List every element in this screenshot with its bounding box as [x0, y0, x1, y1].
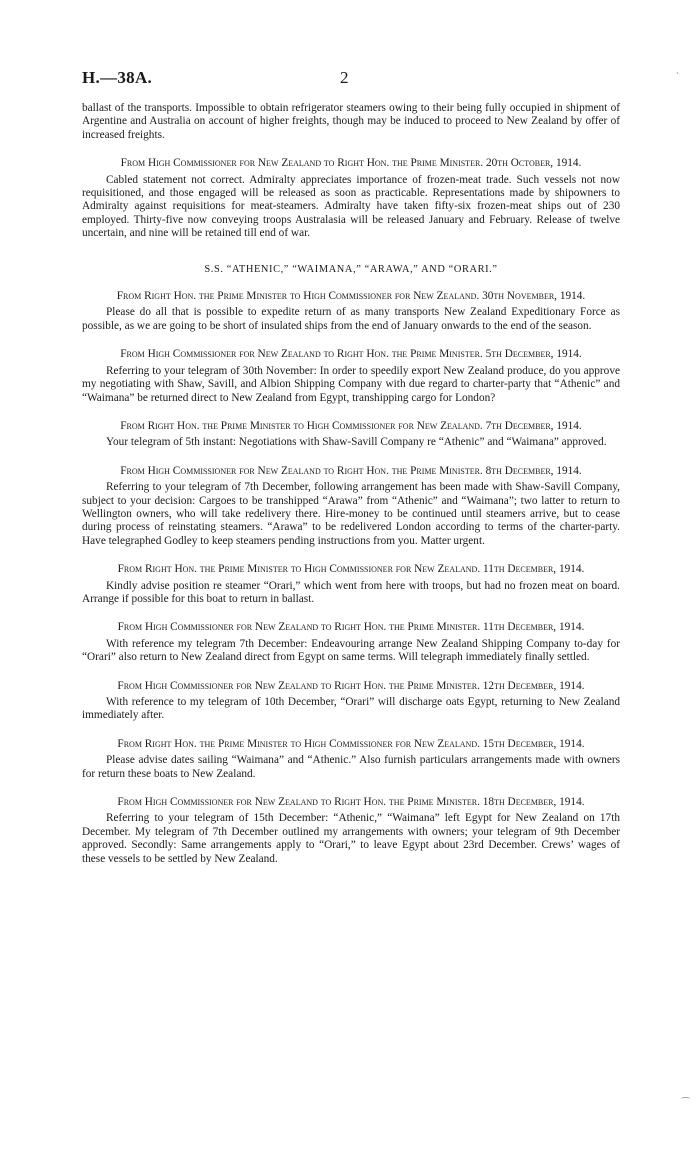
margin-mark: ⁔: [682, 1088, 690, 1098]
telegram-header: [82, 157, 620, 170]
telegram-date: 5th December, 1914.: [485, 348, 582, 361]
telegram-sender: From Right Hon. the Prime Minister to High Commissioner for New Zealand.: [116, 290, 480, 303]
telegram-sender: From High Commissioner for New Zealand to Right Hon. the Prime Minister.: [120, 348, 483, 361]
telegram-header: [82, 348, 620, 361]
document-reference: H.—38A.: [82, 68, 153, 87]
telegram-entry: [82, 796, 620, 866]
telegram-entry: [82, 680, 620, 723]
telegram-sender: From Right Hon. the Prime Minister to High Commissioner for New Zealand.: [117, 563, 481, 576]
telegram-body: With reference to my telegram of 10th December, “Orari” will discharge oats Egypt, returning to New Zealand immediately after.: [82, 696, 620, 722]
telegram-body: Cabled statement not correct. Admiralty appreciates importance of frozen-meat trade. Such vessels not now requisitioned, and those engaged will be released as soon as practicable. Representations made by shipowners to Admiralty against requisitions for meat-steamers. Admiralty have taken fifty-six frozen-meat ships out of 230 employed. Thirty-five now conveying troops Australasia will be released January and February. Release of twelve uncertain, and nine will be retained till end of war.: [82, 173, 620, 240]
page-number: 2: [340, 68, 349, 87]
telegram-body: Referring to your telegram of 30th November: In order to speedily export New Zealand produce, do you approve my negotiating with Shaw, Savill, and Albion Shipping Company with due regard to charter-party that “Athenic” and “Waimana” be returned direct to New Zealand from Egypt, transhipping cargo for London?: [82, 364, 620, 404]
telegram-header: [82, 290, 620, 303]
telegram-header: [82, 738, 620, 751]
telegram-body: Your telegram of 5th instant: Negotiations with Shaw-Savill Company re “Athenic” and “Waimana” approved.: [106, 436, 607, 449]
telegram-sender: From High Commissioner for New Zealand to Right Hon. the Prime Minister.: [117, 679, 480, 692]
telegram-date: 18th December, 1914.: [482, 796, 585, 809]
telegram-entry: [82, 465, 620, 548]
telegram-body: Referring to your telegram of 7th December, following arrangement has been made with Shaw-Savill Company, subject to your decision: Cargoes to be transhipped “Arawa” from “Athenic” and “Waimana”; two latter to return to Wellington owners, who will take redelivery there. Hire-money to be continued until steamers arrive, but to cease during process of reinstating steamers. “Arawa” to be redelivered London according to terms of the charter-party. Have telegraphed Godley to keep steamers pending instructions from you. Matter urgent.: [82, 481, 620, 547]
telegram-body: Referring to your telegram of 15th December: “Athenic,” “Waimana” left Egypt for New Zealand on 17th December. My telegram of 7th December outlined my arrangements with owners; your telegram of 9th December approved. Secondly: Same arrangements apply to “Orari,” to leave Egypt about 23rd December. Crews’ wages of these vessels to be settled by New Zealand.: [82, 812, 620, 865]
telegram-header: [82, 563, 620, 576]
telegram-entry: [82, 563, 620, 606]
telegram-body: Please advise dates sailing “Waimana” and “Athenic.” Also furnish particulars arrangements made with owners for return these boats to New Zealand.: [82, 754, 620, 780]
page-header: [82, 68, 620, 92]
telegram-entry: [82, 290, 620, 333]
telegram-sender: From High Commissioner for New Zealand to Right Hon. the Prime Minister.: [117, 796, 480, 809]
telegram-header: [82, 621, 620, 634]
telegram-header: [82, 465, 620, 478]
telegram-date: 20th October, 1914.: [485, 157, 582, 170]
telegram-header: [82, 680, 620, 693]
telegram-sender: From High Commissioner for New Zealand to Right Hon. the Prime Minister.: [120, 464, 483, 477]
telegram-entry: [82, 157, 620, 240]
document-body: [82, 102, 620, 866]
telegram-entry: [82, 738, 620, 781]
telegram-sender: From High Commissioner for New Zealand to Right Hon. the Prime Minister.: [120, 157, 484, 170]
telegram-body: Kindly advise position re steamer “Orari,” which went from here with troops, but had no frozen meat on board. Arrange if possible for this boat to return in ballast.: [82, 579, 620, 605]
telegram-date: 11th December, 1914.: [482, 563, 585, 576]
intro-paragraph: ballast of the transports. Impossible to obtain refrigerator steamers owing to their being fully occupied in shipment of Argentine and Australia on account of higher freights, though may be induced to proceed to New Zealand by offer of increased freights.: [82, 102, 620, 141]
telegram-header: [82, 420, 620, 433]
telegram-date: 12th December, 1914.: [482, 679, 585, 692]
telegram-date: 30th November, 1914.: [482, 290, 586, 303]
section-title: S.S. “ATHENIC,” “WAIMANA,” “ARAWA,” AND “ORARI.”: [204, 263, 498, 275]
telegram-sender: From Right Hon. the Prime Minister to High Commissioner for New Zealand.: [120, 419, 483, 432]
telegram-date: 15th December, 1914.: [482, 737, 585, 750]
telegram-entry: [82, 348, 620, 405]
telegram-date: 11th December, 1914.: [482, 621, 585, 634]
telegram-sender: From Right Hon. the Prime Minister to High Commissioner for New Zealand.: [117, 737, 480, 750]
telegram-body: With reference my telegram 7th December: Endeavouring arrange New Zealand Shipping Company to-day for “Orari” also return to New Zealand direct from Egypt on same terms. Will telegraph immediately finally settled.: [82, 637, 620, 664]
margin-mark: ˎ: [676, 64, 679, 74]
telegram-date: 8th December, 1914.: [485, 464, 582, 477]
telegram-header: [82, 796, 620, 809]
telegram-entry: [82, 621, 620, 664]
telegram-body: Please do all that is possible to expedite return of as many transports New Zealand Expeditionary Force as possible, as we are going to be short of insulated ships from the end of January onwards to the end of the season.: [82, 306, 620, 332]
telegram-date: 7th December, 1914.: [485, 419, 582, 432]
telegram-sender: From High Commissioner for New Zealand to Right Hon. the Prime Minister.: [117, 621, 481, 634]
telegram-entry: [82, 420, 620, 450]
